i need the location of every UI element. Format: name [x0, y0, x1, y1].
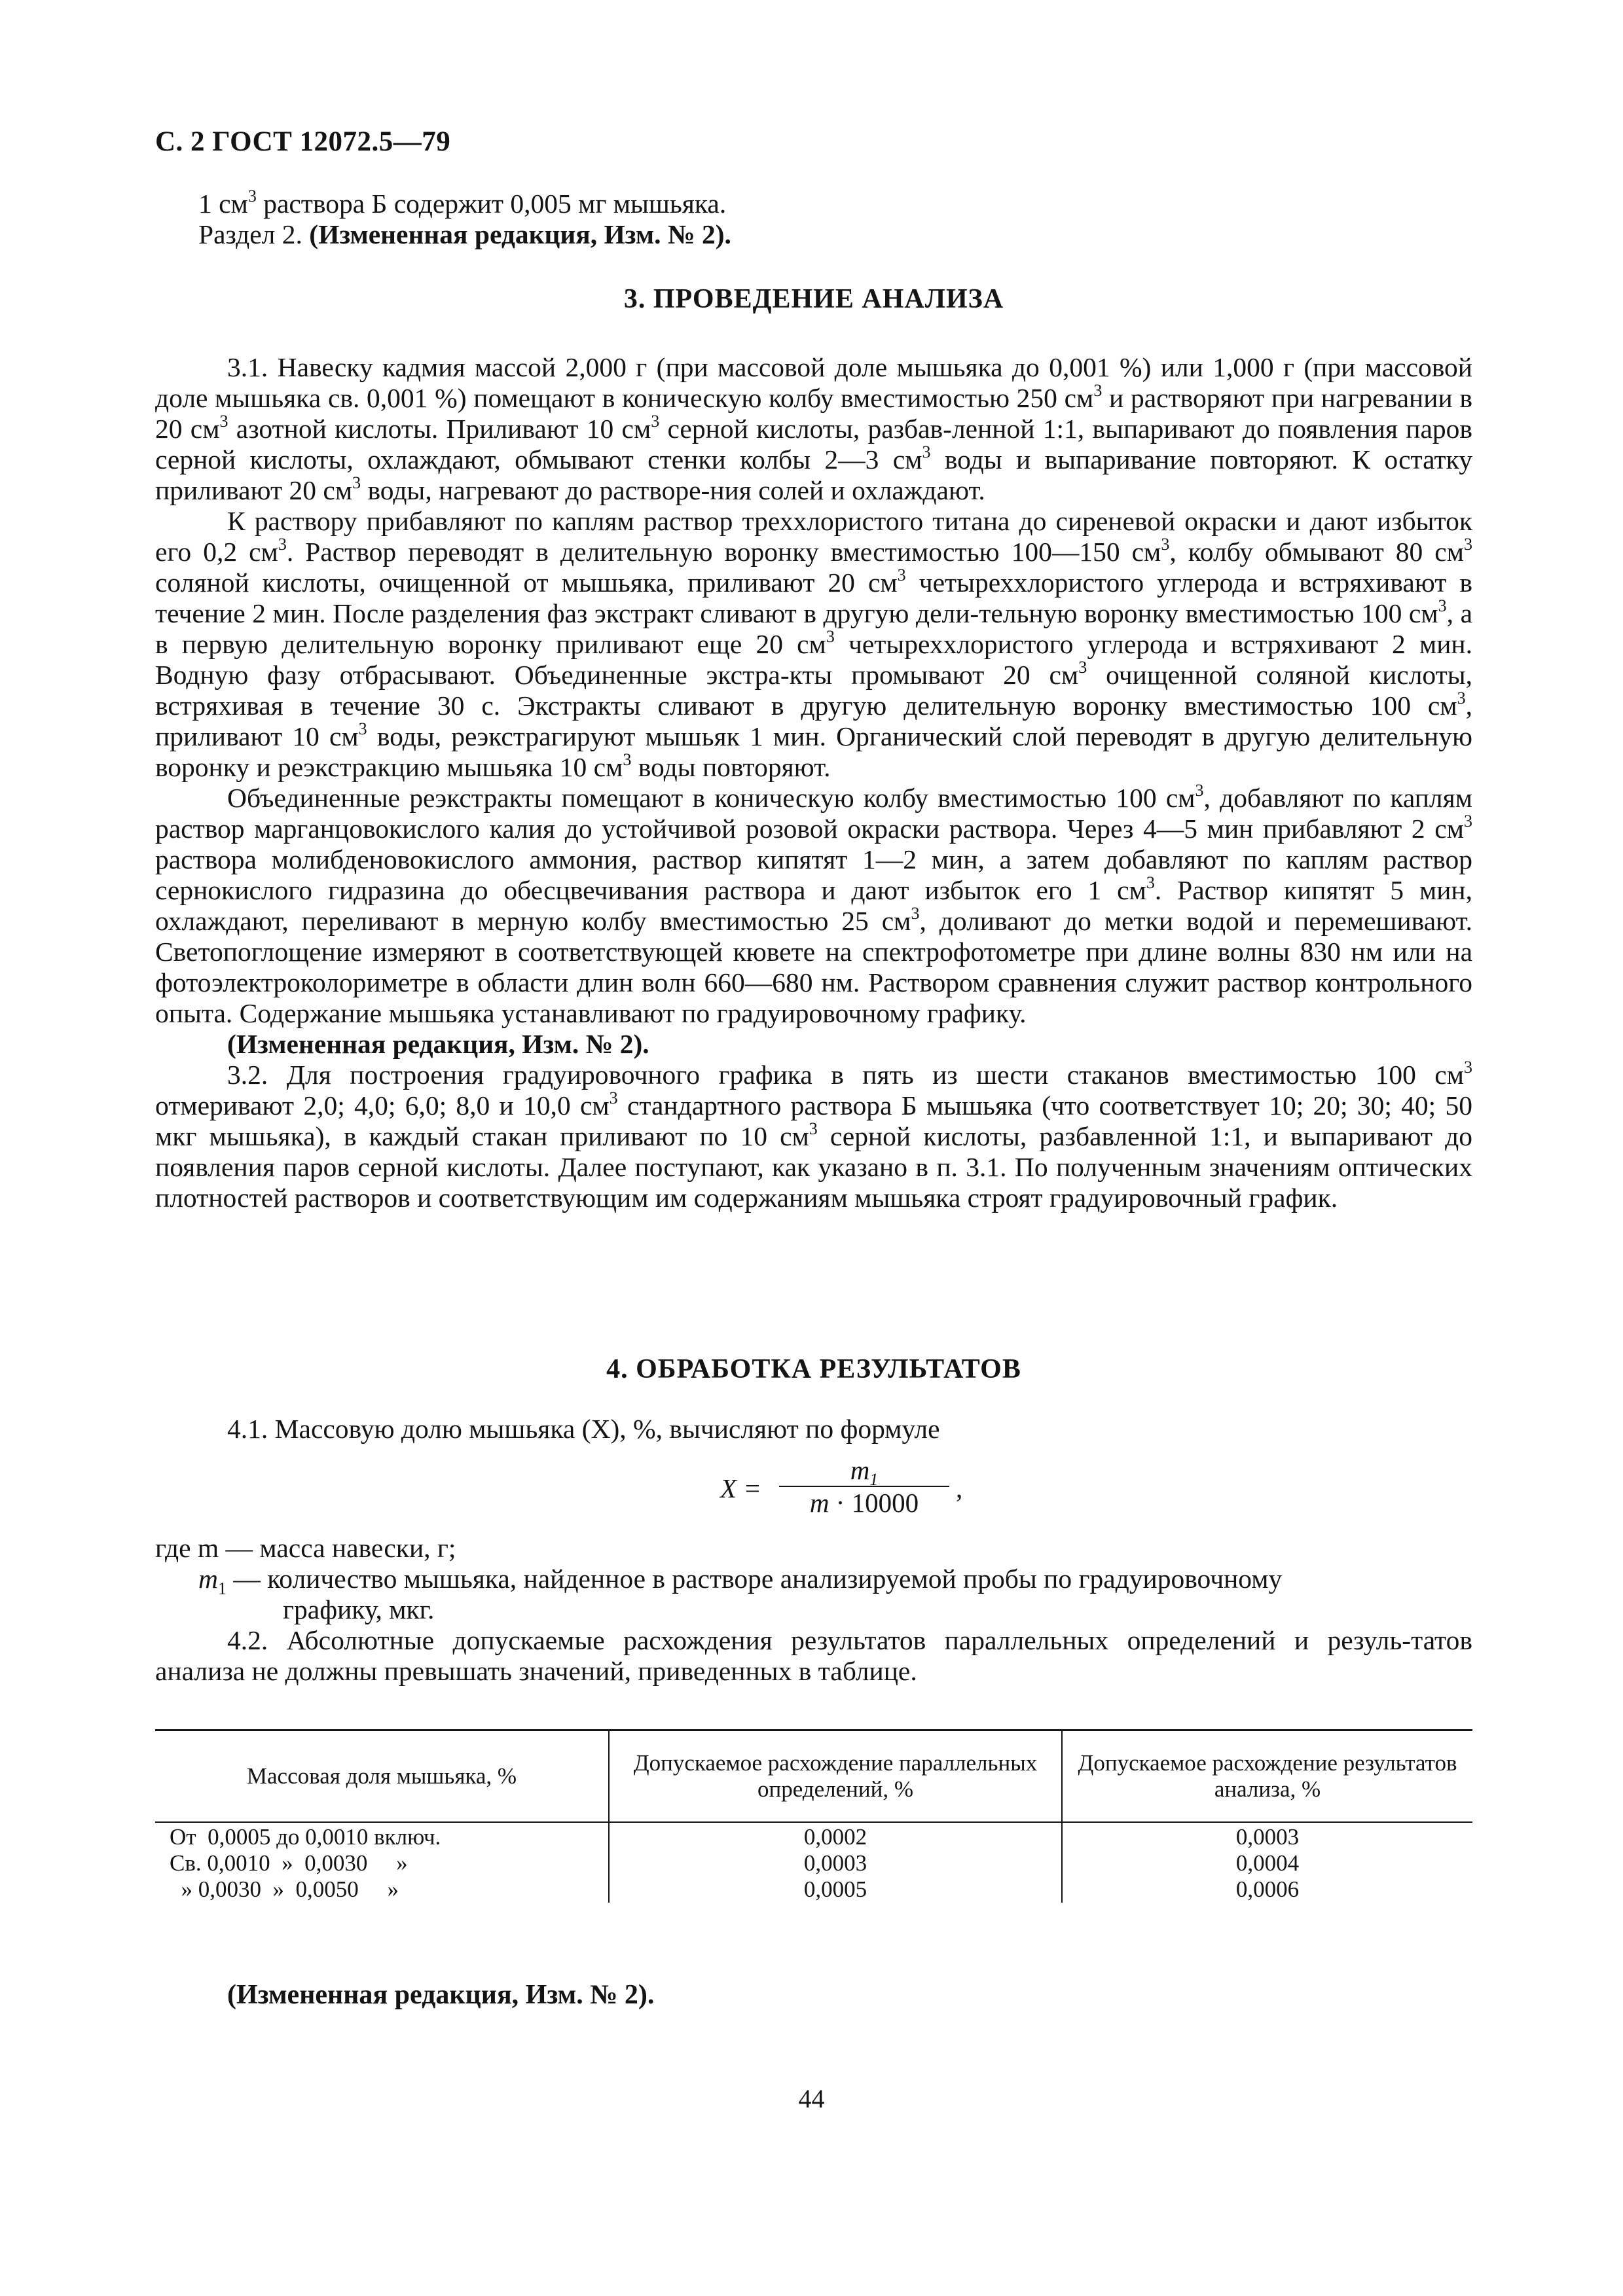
paragraph-3-1-c: Объединенные реэкстракты помещают в коническую колбу вместимостью 100 $см^3$, добавляют по каплям раствор марганцовокислого калия до устойчивой розовой окраски раствора. Через 4—5 мин прибавляют 2 $см^3$ раствора молибденовокислого аммония, раствор кипятят 1—2 мин, а затем добавляют по каплям раствор сернокислого гидразина до обесцвечивания раствора и дают избыток его 1 $см^3$. Раствор кипятят 5 мин, охлаждают, переливают в мерную колбу вместимостью 25 $см^3$, доливают до метки водой и перемешивают. Светопоглощение измеряют в соответствующей кювете на спектрофотометре при длине волны 830 нм или на фотоэлектроколориметре в области длин волн 660—680 нм. Раствором сравнения служит раствор контрольного опыта. Содержание мышьяка устанавливают по градуировочному графику. — [155, 781, 1472, 1028]
page-number: 44 — [798, 2084, 825, 2113]
paragraph-4-2: 4.2. Абсолютные допускаемые расхождения результатов параллельных определений и резуль-татов анализа не должны превышать значений, приведенных в таблице. — [155, 1625, 1472, 1686]
document-header: С. 2 ГОСТ 12072.5—79 — [155, 126, 451, 157]
formula-fraction — [779, 1454, 949, 1518]
legend-m1-cont: графику, мкг. — [283, 1594, 435, 1624]
formula-denominator: m · 10000 — [809, 1488, 919, 1518]
table-row — [155, 1822, 1472, 1903]
paragraph-3-1: 3.1. Навеску кадмия массой 2,000 г (при массовой доле мышьяка до 0,001 %) или 1,000 г (при массовой доле мышьяка св. 0,001 %) помещают в коническую колбу вместимостью 250 $см^3$ и растворяют при нагревании в 20 $см^3$ азотной кислоты. Приливают 10 $см^3$ серной кислоты, разбав-ленной 1:1, выпаривают до появления паров серной кислоты, охлаждают, обмывают стенки колбы 2—3 $см^3$ воды и выпаривание повторяют. К остатку приливают 20 $см^3$ воды, нагревают до растворе-ния солей и охлаждают. — [155, 352, 1472, 505]
section-3-title: 3. ПРОВЕДЕНИЕ АНАЛИЗА — [623, 284, 1004, 314]
formula-lhs: X = — [720, 1473, 761, 1503]
intro-line-2: Раздел 2. (Измененная редакция, Изм. № 2). — [198, 219, 731, 249]
intro-block — [155, 188, 1472, 250]
section-3-body — [155, 352, 1472, 1213]
table-cell-parallel: 0,0002 0,0003 0,0005 — [609, 1822, 1062, 1903]
paragraph-3-2: 3.2. Для построения градуировочного графика в пять из шести стаканов вместимостью 100 $см^3$ отмеривают 2,0; 4,0; 6,0; 8,0 и 10,0 $см^3$ стандартного раствора Б мышьяка (что соответствует 10; 20; 30; 40; 50 мкг мышьяка), в каждый стакан приливают по 10 $см^3$ серной кислоты, разбавленной 1:1, и выпаривают до появления паров серной кислоты. Далее поступают, как указано в п. 3.1. По полученным значениям оптических плотностей растворов и соответствующим им содержаниям мышьяка строят градуировочный график. — [155, 1058, 1472, 1213]
table-header-row — [155, 1731, 1472, 1823]
intro-line-1: 1 $см^3$ раствора Б содержит 0,005 мг мышьяка. — [198, 187, 727, 219]
legend-m: где m — масса навески, г; — [155, 1533, 456, 1563]
formula-legend — [155, 1533, 1472, 1687]
amendment-note-3: (Измененная редакция, Изм. № 2). — [227, 1029, 649, 1059]
table-header-parallel-tolerance: Допускаемое расхождение параллельных определений, % — [609, 1731, 1062, 1823]
table-cell-range: От 0,0005 до 0,0010 включ. Св. 0,0010 » 0,0030 » » 0,0030 » 0,0050 » — [155, 1822, 609, 1903]
tolerance-table — [155, 1729, 1472, 1903]
section-4-title: 4. ОБРАБОТКА РЕЗУЛЬТАТОВ — [606, 1354, 1021, 1384]
formula-numerator: $m_1$ — [850, 1455, 879, 1490]
amendment-note-footer: (Измененная редакция, Изм. № 2). — [227, 1980, 655, 2010]
table-header-analysis-tolerance: Допускаемое расхождение результатов анализа, % — [1078, 1750, 1457, 1802]
table-cell-analysis: 0,0003 0,0004 0,0006 — [1235, 1824, 1300, 1902]
paragraph-4-1: 4.1. Массовую долю мышьяка (X), %, вычисляют по формуле — [227, 1414, 940, 1444]
table-header-mass-fraction: Массовая доля мышьяка, % — [155, 1731, 609, 1823]
paragraph-3-1-b: К раствору прибавляют по каплям раствор треххлористого титана до сиреневой окраски и дают избыток его 0,2 $см^3$. Раствор переводят в делительную воронку вместимостью 100—150 $см^3$, колбу обмывают 80 $см^3$ соляной кислоты, очищенной от мышьяка, приливают 20 $см^3$ четыреххлористого углерода и встряхивают в течение 2 мин. После разделения фаз экстракт сливают в другую дели-тельную воронку вместимостью 100 $см^3$, а в первую делительную воронку приливают еще 20 $см^3$ четыреххлористого углерода и встряхивают 2 мин. Водную фазу отбрасывают. Объединенные экстра-кты промывают 20 $см^3$ очищенной соляной кислоты, встряхивая в течение 30 с. Экстракты сливают в другую делительную воронку вместимостью 100 $см^3$, приливают 10 $см^3$ воды, реэкстрагируют мышьяк 1 мин. Органический слой переводят в другую делительную воронку и реэкстракцию мышьяка 10 $см^3$ воды повторяют. — [155, 506, 1473, 782]
legend-m1: $m_1$ — количество мышьяка, найденное в растворе анализируемой пробы по градуировочному — [198, 1564, 1283, 1598]
